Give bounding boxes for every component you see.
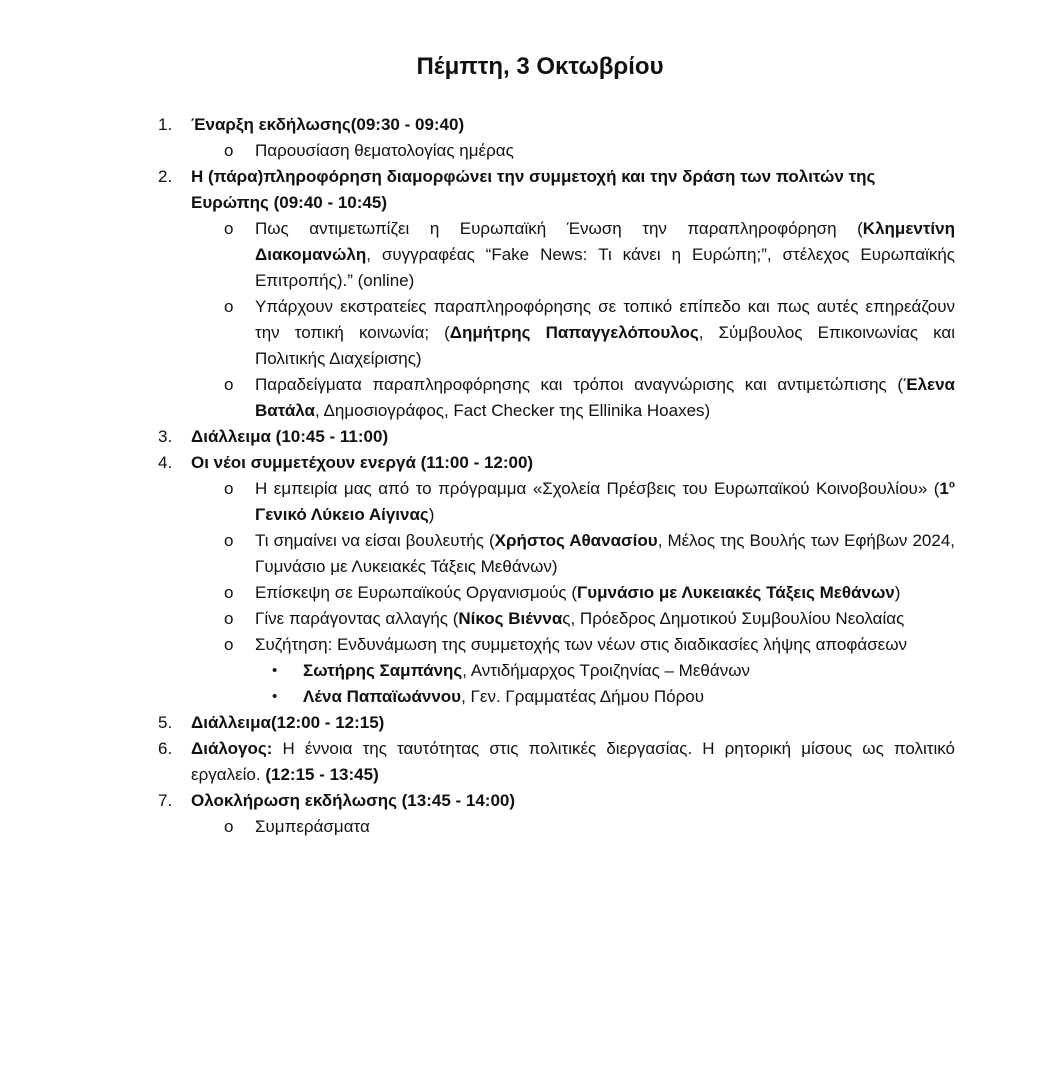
item-heading: Ολοκλήρωση εκδήλωσης (13:45 - 14:00) [191,791,516,810]
text-part: , Αντιδήμαρχος Τροιζηνίας – Μεθάνων [462,661,750,680]
agenda-list [0,112,1046,840]
speaker-name: Σωτήρης Σαμπάνης [303,661,463,680]
speaker-name: Κλημεντίνη Διακομανώλη [255,219,955,264]
text-part: , συγγραφέας “Fake News: Τι κάνει η Ευρώπη;”, στέλεχος Ευρωπαϊκής Επιτροπής).” (online) [255,245,955,290]
item-text: Η έννοια της ταυτότητας στις πολιτικές διεργασίας. Η ρητορική μίσους ως πολιτικό εργαλείο. [191,739,955,784]
bullet-marker: o [224,141,234,160]
sub-item-text: Συμπεράσματα [255,817,370,836]
ordinal-suffix: ο [948,479,955,491]
sub-item [0,138,1046,164]
agenda-item [0,112,1046,138]
speaker-name: Νίκος Βιέννα [458,609,563,628]
speaker-name: Δημήτρης Παπαγγελόπουλος [449,323,699,342]
school-number: 1 [939,479,949,498]
bullet-marker: o [224,609,234,628]
item-number: 5. [158,713,173,732]
nested-item-text [303,684,955,710]
item-label: Διάλογος: [191,739,273,758]
text-part: ) [428,505,435,524]
text-part: Γίνε παράγοντας αλλαγής ( [255,609,459,628]
text-part: , Μέλος της Βουλής των Εφήβων 2024, Γυμνάσιο με Λυκειακές Τάξεις Μεθάνων) [255,531,955,576]
speaker-name: Χρήστος Αθανασίου [494,531,658,550]
sub-item-text [255,528,955,580]
sub-item-text [255,294,955,372]
sub-item [0,294,1046,372]
sub-item [0,632,1046,658]
bullet-marker: o [224,219,234,238]
text-part: Υπάρχουν εκστρατείες παραπληροφόρησης σε τοπικό επίπεδο και πως αυτές επηρεάζουν την τοπική κοινωνία; ( [255,297,955,342]
sub-item [0,216,1046,294]
bullet-marker: o [224,297,234,316]
sub-item-text: Παρουσίαση θεματολογίας ημέρας [255,141,514,160]
sub-item-text [255,580,955,606]
item-number: 4. [158,453,173,472]
item-number: 1. [158,115,173,134]
school-name: Γενικό Λύκειο Αίγινας [255,505,429,524]
item-heading: Οι νέοι συμμετέχουν ενεργά (11:00 - 12:00) [191,453,534,472]
text-part: ) [894,583,901,602]
dot-marker: • [272,688,278,705]
agenda-item [0,424,1046,450]
text-part: Παραδείγματα παραπληροφόρησης και τρόποι αναγνώρισης και αντιμετώπισης ( [255,375,904,394]
agenda-item [0,788,1046,814]
text-part: Επίσκεψη σε Ευρωπαϊκούς Οργανισμούς ( [255,583,578,602]
agenda-item [0,710,1046,736]
sub-item [0,606,1046,632]
sub-item-text [255,372,955,424]
item-number: 3. [158,427,173,446]
speaker-name: Λένα Παπαϊωάννου [303,687,462,706]
agenda-item [0,450,1046,476]
text-part: ς, Πρόεδρος Δημοτικού Συμβουλίου Νεολαίας [562,609,905,628]
item-heading: Διάλλειμα (10:45 - 11:00) [191,427,389,446]
sub-item [0,814,1046,840]
text-part: , Δημοσιογράφος, Fact Checker της Ellinika Hoaxes) [315,401,711,420]
sub-item-text [255,476,955,528]
sub-item [0,580,1046,606]
nested-item [0,658,1046,684]
bullet-marker: o [224,375,234,394]
speaker-name: Γυμνάσιο με Λυκειακές Τάξεις Μεθάνων [577,583,895,602]
item-number: 2. [158,167,173,186]
item-heading: Η (πάρα)πληροφόρηση διαμορφώνει την συμμετοχή και την δράση των πολιτών της Ευρώπης (09:40 - 10:45) [191,167,876,212]
agenda-item [0,164,1046,216]
bullet-marker: o [224,479,234,498]
text-part: Η εμπειρία μας από το πρόγραμμα «Σχολεία Πρέσβεις του Ευρωπαϊκού Κοινοβουλίου» ( [255,479,940,498]
page-title: Πέμπτη, 3 Οκτωβρίου [416,53,664,80]
sub-item [0,476,1046,528]
nested-item-text [303,658,955,684]
item-time: (12:15 - 13:45) [265,765,379,784]
item-number: 6. [158,739,173,758]
bullet-marker: o [224,817,234,836]
text-part: Πως αντιμετωπίζει η Ευρωπαϊκή Ένωση την παραπληροφόρηση ( [255,219,863,238]
item-heading: Έναρξη εκδήλωσης(09:30 - 09:40) [191,115,465,134]
sub-item-text: Συζήτηση: Ενδυνάμωση της συμμετοχής των νέων στις διαδικασίες λήψης αποφάσεων [255,635,908,654]
text-part: , Γεν. Γραμματέας Δήμου Πόρου [461,687,705,706]
text-part: , Σύμβουλος Επικοινωνίας και Πολιτικής Διαχείρισης) [255,323,956,368]
text-part: Τι σημαίνει να είσαι βουλευτής ( [255,531,495,550]
sub-item-text [255,606,955,632]
bullet-marker: o [224,531,234,550]
nested-item [0,684,1046,710]
agenda-item [0,736,1046,788]
sub-item-text [255,216,955,294]
bullet-marker: o [224,635,234,654]
item-heading: Διάλλειμα(12:00 - 12:15) [191,713,385,732]
sub-item [0,528,1046,580]
dot-marker: • [272,662,278,679]
speaker-name: Έλενα Βατάλα [255,375,955,420]
sub-item [0,372,1046,424]
item-number: 7. [158,791,173,810]
bullet-marker: o [224,583,234,602]
